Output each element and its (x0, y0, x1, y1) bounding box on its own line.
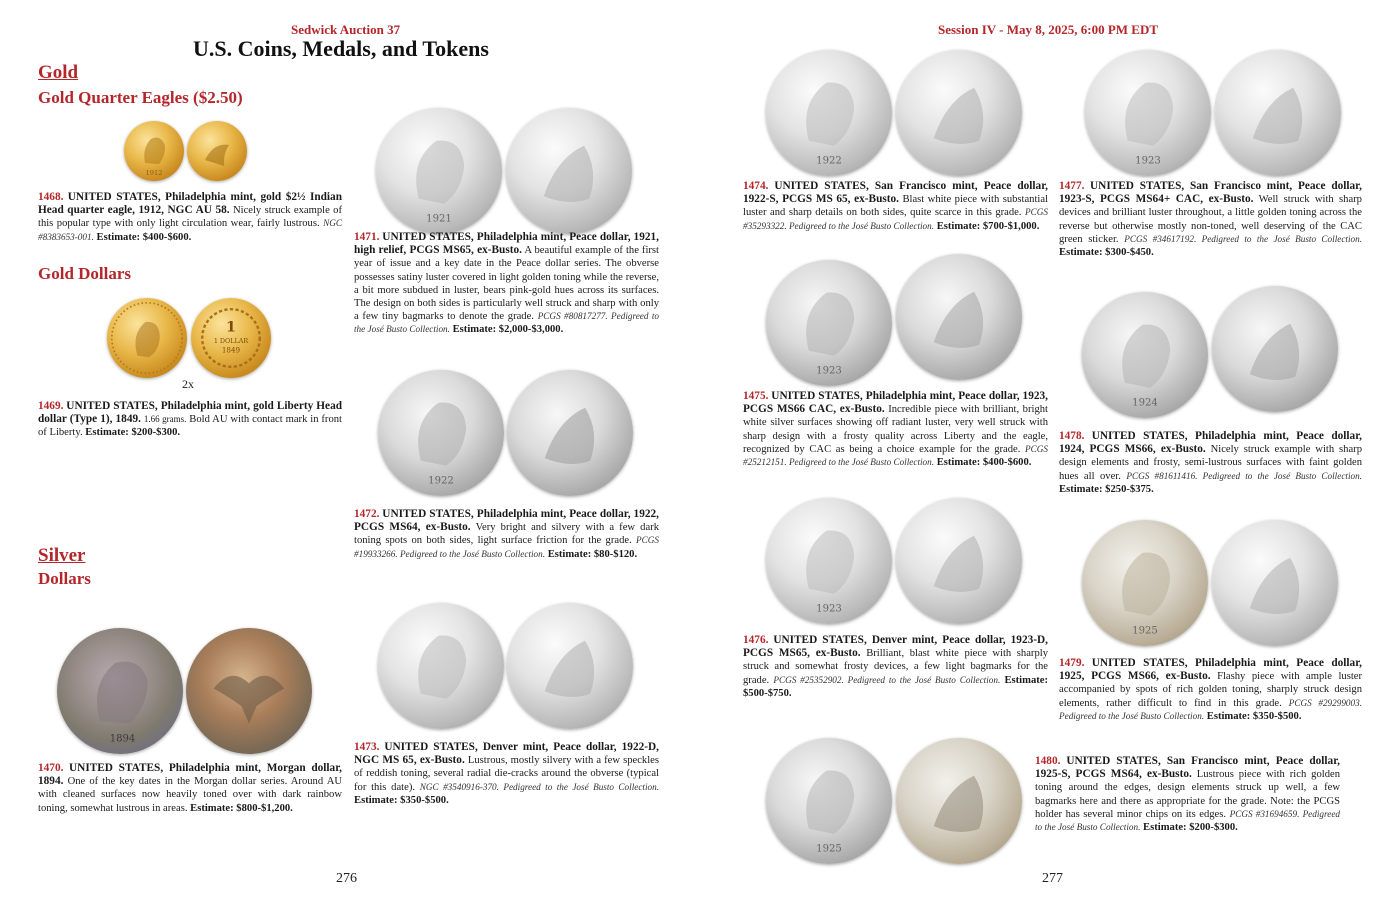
coin-date-1849: 1849 (221, 345, 241, 355)
coin-1476-obverse[interactable] (766, 498, 892, 624)
lot-heading: UNITED STATES, Philadelphia mint, gold $2½ Indian Head quarter eagle, 1912, NGC AU 58. (38, 191, 342, 217)
lot-number: 1480. (1035, 755, 1061, 767)
lot-heading: UNITED STATES, Denver mint, Peace dollar, 1922-D, NGC MS 65, ex-Busto. (354, 741, 660, 767)
running-head-left: Sedwick Auction 37 (291, 22, 401, 37)
lot-number: 1478. (1059, 430, 1085, 442)
coin-1478-reverse[interactable] (1212, 286, 1338, 412)
coin-value: 1 DOLLAR (213, 336, 249, 345)
section-silver: Silver (38, 545, 86, 566)
lot-description: Incredible piece with brilliant, bright white silver surfaces showing off radiant luster, very well struck with sharp design with a frosty quality across Liberty and the eagle, recognized by CAC as being a choice example for the grade. (743, 404, 1048, 455)
coin-date-1921: 1921 (426, 213, 452, 225)
svg-text:1: 1 (225, 318, 237, 336)
lot-cert: PCGS #29299003. Pedigreed to the José Busto Collection. (1059, 697, 1363, 721)
coin-1480-obverse[interactable] (766, 738, 892, 864)
coin-1476-reverse[interactable] (896, 498, 1022, 624)
page-title: U.S. Coins, Medals, and Tokens (193, 36, 489, 61)
lot-description: Bold AU with contact mark in front of Liberty. (38, 414, 342, 439)
lot-number: 1477. (1059, 180, 1085, 192)
coin-1472-obverse[interactable] (378, 370, 504, 496)
lot-1471 (354, 231, 659, 337)
lot-description: One of the key dates in the Morgan dollar series. Around AU with cleaned surfaces now heavily toned over with dark rainbow toning, somewhat lustrous in areas. (38, 776, 342, 814)
lot-cert: PCGS #80817277. Pedigreed to the José Busto Collection. (354, 311, 659, 335)
lot-estimate: Estimate: $350-$500. (354, 794, 449, 806)
lot-1479 (1059, 657, 1362, 723)
coin-date-1894: 1894 (109, 733, 136, 745)
lot-cert: PCGS #25212151. Pedigreed to the José Busto Collection. (743, 443, 1048, 468)
subsection-gold-dollars: Gold Dollars (38, 264, 132, 283)
coin-1474-reverse[interactable] (896, 50, 1022, 176)
lot-estimate: Estimate: $400-$600. (96, 231, 192, 243)
lot-estimate: Estimate: $250-$375. (1059, 483, 1154, 495)
lot-number: 1473. (354, 741, 380, 753)
lot-cert: PCGS #34617192. Pedigreed to the José Busto Collection. (1124, 233, 1362, 244)
lot-1476 (743, 634, 1048, 700)
lot-estimate: Estimate: $2,000-$3,000. (452, 324, 564, 336)
lot-1478 (1059, 430, 1362, 496)
coin-date-1923: 1923 (816, 603, 842, 615)
lot-heading: UNITED STATES, Philadelphia mint, gold Liberty Head dollar (Type 1), 1849. (38, 400, 342, 426)
lot-number: 1471. (354, 231, 380, 243)
lot-1477 (1059, 180, 1362, 259)
lot-cert: PCGS #31694659. Pedigreed to the José Busto Collection. (1035, 808, 1340, 833)
coin-1479-reverse[interactable] (1212, 520, 1338, 646)
lot-1473 (354, 741, 659, 807)
coin-1471-obverse[interactable] (376, 108, 502, 234)
lot-number: 1479. (1059, 657, 1085, 669)
coin-date-1925: 1925 (1132, 625, 1158, 637)
lot-heading: UNITED STATES, Philadelphia mint, Peace dollar, 1925, PCGS MS66, ex-Busto. (1059, 657, 1362, 683)
lot-estimate: Estimate: $300-$450. (1059, 247, 1154, 259)
coin-1475-reverse[interactable] (896, 254, 1022, 380)
lot-description: Lustrous, mostly silvery with a few speckles of reddish toning, several radial die-cracks around the obverse (typical for this date). (354, 755, 659, 793)
lot-1469 (38, 400, 342, 440)
lot-weight: 1.66 grams. (143, 414, 187, 425)
coin-1468-reverse[interactable] (187, 121, 247, 181)
right-page (700, 0, 1400, 905)
lot-cert: NGC #3540916-370. Pedigreed to the José Busto Collection. (419, 781, 659, 792)
subsection-dollars: Dollars (38, 569, 91, 588)
lot-heading: UNITED STATES, Philadelphia mint, Peace dollar, 1923, PCGS MS66 CAC, ex-Busto. (743, 390, 1048, 416)
coin-1473-obverse[interactable] (378, 603, 504, 729)
lot-estimate: Estimate: $700-$1,000. (936, 220, 1040, 232)
lot-1480 (1035, 755, 1340, 834)
coin-date-1924: 1924 (1132, 397, 1158, 409)
lot-description: A beautiful example of the first year of issue and a key date in the Peace dollar series. The obverse possesses satiny luster covered in light golden toning while the reverse, a bit more subdued in luster, bears pink-gold hues across its surfaces. The design on both sides is particularly well struck and sharp with only a few tiny bagmarks to denote the grade. (354, 245, 659, 323)
lot-cert: NGC #8383653-001. (38, 218, 342, 242)
lot-number: 1468. (38, 191, 64, 203)
lot-number: 1470. (38, 762, 64, 774)
coin-date-1925: 1925 (816, 843, 842, 855)
coin-1478-obverse[interactable] (1082, 292, 1208, 418)
lot-1470 (38, 762, 342, 815)
coin-1477-reverse[interactable] (1215, 50, 1341, 176)
coin-date-1922: 1922 (428, 475, 454, 487)
coin-date-1923: 1923 (816, 365, 842, 377)
lot-1472 (354, 508, 659, 561)
coin-1468-obverse[interactable] (124, 121, 184, 181)
lot-estimate: Estimate: $500-$750. (743, 674, 1048, 699)
lot-description: Lustrous piece with rich golden toning around the edges, design elements struck up well, a few bagmarks here and there as appropriate for the grade. Note: the PCGS holder has several minor chips on its edges. (1035, 769, 1340, 820)
coin-1475-obverse[interactable] (766, 260, 892, 386)
lot-description: Brilliant, blast white piece with sharply struck and somewhat frosty devices, a few light bagmarks for the grade. (743, 648, 1048, 686)
coin-date-1912: 1912 (145, 169, 163, 177)
lot-number: 1474. (743, 180, 769, 192)
coin-1477-obverse[interactable] (1085, 50, 1211, 176)
coin-1479-obverse[interactable] (1082, 520, 1208, 646)
lot-description: Flashy piece with ample luster accompanied by spots of rich golden toning, sharply struck design elements, rather difficult to find in this grade. (1059, 671, 1362, 709)
lot-estimate: Estimate: $200-$300. (85, 427, 181, 439)
lot-description: Nicely struck example of this popular type with only light circulation wear, fairly lustrous. (38, 205, 342, 230)
coin-1470-reverse[interactable] (186, 628, 312, 754)
coin-1472-reverse[interactable] (507, 370, 633, 496)
lot-1474 (743, 180, 1048, 233)
coin-1469-reverse[interactable] (191, 298, 271, 378)
lot-estimate: Estimate: $400-$600. (936, 457, 1032, 469)
subsection-quarter-eagles: Gold Quarter Eagles ($2.50) (38, 88, 243, 107)
lot-cert: PCGS #19933266. Pedigreed to the José Busto Collection. (354, 535, 659, 559)
lot-heading: UNITED STATES, Philadelphia mint, Morgan dollar, 1894. (38, 762, 342, 788)
lot-1468 (38, 191, 342, 244)
lot-description: Nicely struck example with sharp design elements and frosty, semi-lustrous surfaces with faint golden hues all over. (1059, 444, 1362, 482)
lot-heading: UNITED STATES, San Francisco mint, Peace dollar, 1923-S, PCGS MS64+ CAC, ex-Busto. (1059, 180, 1362, 206)
lot-description: Very bright and silvery with a few dark toning spots on both sides, light surface friction for the grade. (354, 522, 659, 547)
page-number-left: 276 (336, 871, 357, 886)
lot-number: 1476. (743, 634, 769, 646)
lot-cert: PCGS #81611416. Pedigreed to the José Busto Collection. (1126, 470, 1362, 481)
section-gold: Gold (38, 62, 79, 83)
lot-description: Blast white piece with substantial luster and sharp details on both sides, quite scarce in this grade. (743, 194, 1049, 219)
image-multiplier: 2x (182, 377, 194, 391)
lot-number: 1469. (38, 400, 64, 412)
lot-estimate: Estimate: $350-$500. (1206, 710, 1302, 722)
lot-estimate: Estimate: $800-$1,200. (190, 802, 293, 814)
page-number-right: 277 (1042, 871, 1063, 886)
running-head-right: Session IV - May 8, 2025, 6:00 PM EDT (938, 22, 1159, 37)
coin-1470-obverse[interactable] (57, 628, 183, 754)
coin-1480-reverse[interactable] (896, 738, 1022, 864)
lot-1475 (743, 390, 1048, 469)
lot-heading: UNITED STATES, Philadelphia mint, Peace dollar, 1922, PCGS MS64, ex-Busto. (354, 508, 659, 534)
coin-1473-reverse[interactable] (507, 603, 633, 729)
lot-estimate: Estimate: $200-$300. (1143, 822, 1238, 834)
coin-date-1922: 1922 (816, 155, 842, 167)
lot-number: 1472. (354, 508, 380, 520)
lot-cert: PCGS #25352902. Pedigreed to the José Busto Collection. (773, 674, 1001, 685)
coin-date-1923: 1923 (1135, 155, 1161, 167)
lot-estimate: Estimate: $80-$120. (547, 548, 638, 560)
coin-1474-obverse[interactable] (766, 50, 892, 176)
lot-heading: UNITED STATES, San Francisco mint, Peace dollar, 1922-S, PCGS MS 65, ex-Busto. (743, 180, 1048, 206)
lot-heading: UNITED STATES, Denver mint, Peace dollar, 1923-D, PCGS MS65, ex-Busto. (743, 634, 1049, 660)
lot-description: Well struck with sharp devices and brilliant luster throughout, a little golden toning across the reverse but otherwise mostly non-toned, well deserving of the CAC green sticker. (1059, 194, 1362, 245)
lot-heading: UNITED STATES, San Francisco mint, Peace dollar, 1925-S, PCGS MS64, ex-Busto. (1035, 755, 1340, 781)
lot-heading: UNITED STATES, Philadelphia mint, Peace dollar, 1924, PCGS MS66, ex-Busto. (1059, 430, 1362, 456)
lot-number: 1475. (743, 390, 769, 402)
lot-heading: UNITED STATES, Philadelphia mint, Peace dollar, 1921, high relief, PCGS MS65, ex-Busto. (354, 231, 659, 257)
coin-1469-obverse[interactable] (107, 298, 187, 378)
coin-1471-reverse[interactable] (506, 108, 632, 234)
lot-cert: PCGS #35293322. Pedigreed to the José Busto Collection. (743, 207, 1048, 231)
